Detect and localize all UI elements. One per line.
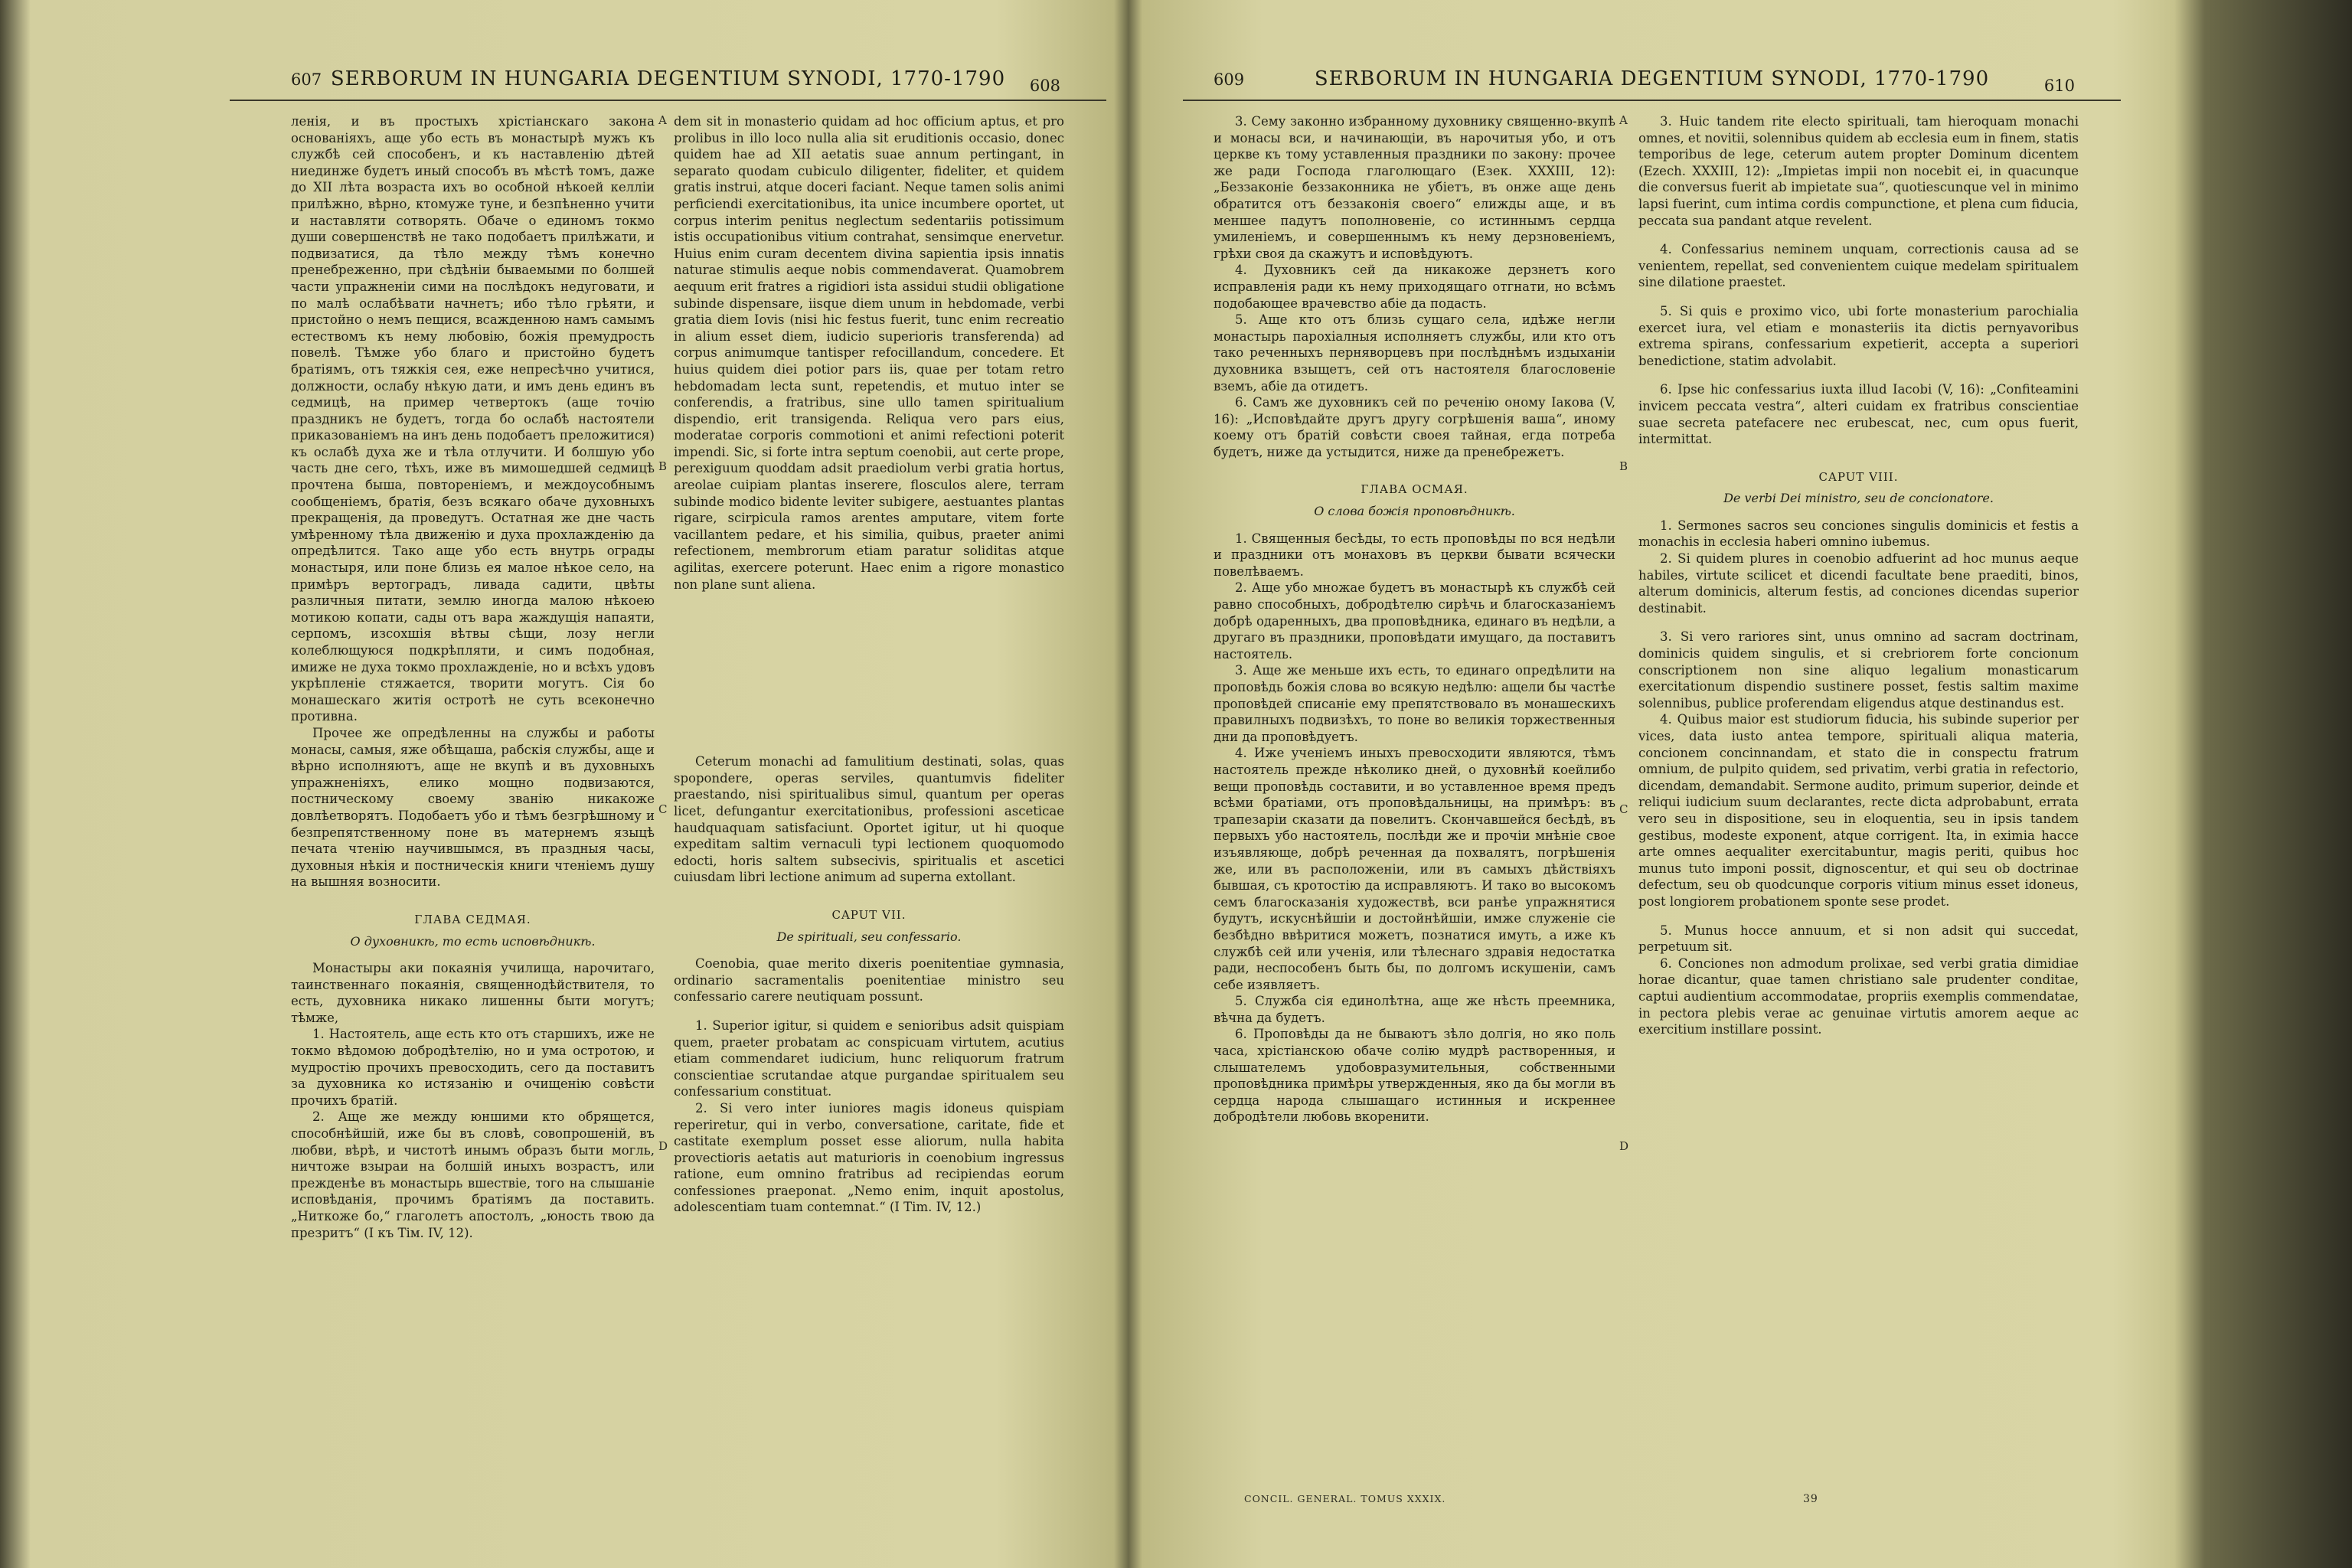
paragraph: 4. Quibus maior est studiorum fiducia, his subinde superior per vices, data iusto antea tempore, spirituali aliqua materia, concionem concinnandam, et stato die in conspectu fratrum omnium, de pulpito quidem, sed privatim, verbi gratia in refectorio, dicendam, demandabit. Sermone audito, primum superior, deinde et reliqui iudicium suum declarantes, recte dicta adprobabunt, errata vero seu in dispositione, seu in eloquentia, seu in ipsis tandem gestibus, modeste exponent, atque corrigent. Ita, in eximia hacce arte omnes aequaliter exercitabuntur, magis periti, quibus hoc munus tuto imponi possit, dignoscentur, et qui seu ob doctrinae defectum, seu ob quodcunque corporis vitium minus esset idoneus, post longiorem probationem sponte sese prodet. — [1638, 712, 2079, 909]
paragraph: 2. Аще убо множае будетъ въ монастырѣ къ службѣ сей равно способныхъ, добродѣтелю сирѣчь и благосказаніемъ добрѣ одаренныхъ, два проповѣдника, единаго въ недѣли, а другаго въ праздники, проповѣдати имущаго, да поставитъ настоятель. — [1214, 580, 1615, 662]
spacer — [674, 1005, 1064, 1018]
paragraph: Coenobia, quae merito dixeris poenitentiae gymnasia, ordinario sacramentalis poenitentiae ministro seu confessario carere neutiquam possunt. — [674, 956, 1064, 1004]
column-gap — [674, 593, 1064, 753]
footer-volume-text: CONCIL. GENERAL. TOMUS XXXIX. — [1244, 1493, 1446, 1504]
right-page — [1183, 54, 2121, 1505]
paragraph: 2. Аще же между юншими кто обрящется, способнѣйшій, иже бы въ словѣ, совопрошеній, въ любви, вѣрѣ, и чистотѣ инымъ образъ быти могль, ничтоже взыраи на болшій иныхъ возрастъ, или прежденѣе въ монастырь вшествіе, того на слышаніе исповѣданія, прочимъ братіямъ да поставить. „Ниткоже бо,“ глаголетъ апостолъ, „юность твою да презритъ“ (I къ Тім. IV, 12). — [291, 1109, 655, 1240]
paragraph: 5. Munus hocce annuum, et si non adsit qui succedat, perpetuum sit. — [1638, 923, 2079, 955]
paragraph: 4. Иже ученіемъ иныхъ превосходити являются, тѣмъ настоятель прежде нѣколико дней, о духовнѣй коейлибо вещи проповѣдь составити, и во уставленное время предъ всѣми братіами, отъ проповѣдальницы, на примѣръ: въ трапезаріи сказати да повелитъ. Скончавшейся бесѣдѣ, въ первыхъ убо настоятель, послѣди же и прочіи мнѣніе свое изъявляюще, добрѣ реченная да похвалятъ, погрѣшенія же, или въ расположеніи, или въ самыхъ дѣйствіяхъ бывшая, съ кротостію да исправляютъ. И тако во высокомъ семъ благосказанія художествѣ, вси ранѣе упражнятися будутъ, искуснѣйшіи и достойнѣйшіи, имже служеніе сіе безбѣдно ввѣритися можетъ, познатися имуть, а иже къ службѣ сей или ученія, или тѣлеснаго здравія недостатка ради, неспособенъ быть бы, по долгомъ искушеніи, самъ себе изявляетъ. — [1214, 746, 1615, 992]
chapter-subtitle-ru: О слова божія проповѣдникѣ. — [1314, 504, 1515, 519]
spacer — [1638, 291, 2079, 303]
margin-letter-a: A — [658, 113, 667, 127]
spacer — [1638, 910, 2079, 923]
page-number-610: 610 — [2043, 77, 2075, 95]
slavonic-column — [1214, 113, 1615, 1125]
paragraph: 4. Духовникъ сей да никакоже дерзнетъ кого исправленія ради къ нему приходящаго отгнати, но всѣмъ подобающее врачевство абіе да подасть. — [1214, 263, 1615, 311]
signature-mark: 39 — [1803, 1493, 1818, 1505]
paragraph: 1. Настоятель, аще есть кто отъ старшихъ, иже не токмо вѣдомою добродѣтелію, но и ума остротою, и мудростію прочихъ превосходить, сего да поставитъ за духовника ко истязанію и очищенію совѣсти прочихъ братій. — [291, 1027, 655, 1108]
chapter-heading-ru: ГЛАВА СЕДМАЯ. — [414, 912, 531, 926]
chapter-subtitle-la: De spirituali, seu confessario. — [776, 929, 962, 944]
page-footer — [1244, 1493, 2075, 1504]
right-page-header — [1183, 54, 2121, 101]
chapter-subtitle-la: De verbi Dei ministro, seu de concionatore. — [1723, 491, 1994, 506]
paragraph: 5. Si quis e proximo vico, ubi forte monasterium parochialia exercet iura, vel etiam e monasteriis ita dictis pernyavoribus extrema spirans, confessarium expetierit, accepta a superiori benedictione, statim advolabit. — [1638, 303, 2079, 368]
paragraph: 3. Сему законно избранному духовнику священно-вкупѣ и монасы вси, и начинающіи, въ нарочитыя убо, и отъ церкве къ тому уставленныя праздники по закону: прочее же ради Господа глаголющаго (Езек. XXXIII, 12): „Беззаконіе беззаконника не убіетъ, въ онже аще день обратится отъ беззаконія своего“ елижды аще, и въ меншее падутъ пополновеніе, со истиннымъ сердца умиленіемъ, и совершеннымъ къ нему дерзновеніемъ, грѣхи своя да скажутъ и исповѣдуютъ. — [1214, 114, 1615, 261]
left-page-header — [230, 54, 1106, 101]
latin-column — [674, 113, 1064, 1216]
paragraph: 6. Conciones non admodum prolixae, sed verbi gratia dimidiae horae dicantur, quae tamen christiano sale prudenter conditae, captui audientium accommodatae, propriis exemplis commendatae, in pectora plebis verae ac genuinae virtutis amorem aeque ac exercitium instillare possint. — [1638, 956, 2079, 1037]
paragraph: 2. Si quidem plures in coenobio adfuerint ad hoc munus aeque habiles, virtute scilicet et dicendi facultate bene praediti, binos, alterum dominicis, alterum festis, ad conciones dicendas superior destinabit. — [1638, 551, 2079, 616]
spacer — [1638, 616, 2079, 629]
paragraph: 6. Проповѣды да не бываютъ зѣло долгія, но яко поль часа, хрістіанскою обаче солію мудрѣ растворенныя, и слышателемъ удобовразумительныя, собственными проповѣдника примѣры утвержденныя, яко да бы могли въ сердца народа слышащаго истинныя и искреннее добродѣтели любовь вкоренити. — [1214, 1027, 1615, 1125]
paragraph: 3. Si vero rariores sint, unus omnino ad sacram doctrinam, dominicis quidem singulis, et si crebriorem forte concionum conscriptionem non sine aliquo legalium monasticarum exercitationum dispendio sustinere posset, festis saltim maxime solennibus, publice proferendam eligendus atque destinandus est. — [1638, 629, 2079, 710]
chapter-heading-ru: ГЛАВА ОСМАЯ. — [1361, 482, 1468, 497]
margin-letter-b: B — [658, 459, 668, 473]
margin-letter-b: B — [1619, 459, 1628, 473]
page-number-607: 607 — [291, 70, 322, 89]
paragraph: 6. Самъ же духовникъ сей по реченію оному Іакова (V, 16): „Исповѣдайте другъ другу согрѣшенія ваша“, иному коему отъ братій совѣсти своея тайная, егда потреба будетъ, ниже да устыдится, ниже да пренебрежетъ. — [1214, 395, 1615, 459]
paragraph: 5. Аще кто отъ близь сущаго села, идѣже негли монастырь парохіалныя исполняетъ службы, или кто отъ тако реченныхъ перняворцевъ при послѣднѣмъ издыханіи духовника взыщетъ, сей отъ настоятеля благословеніе вземъ, абіе да отидетъ. — [1214, 312, 1615, 394]
paragraph: Прочее же опредѣленны на службы и работы монасы, самыя, яже обѣщаша, рабскія службы, аще и вѣрно исполняютъ, аще не вкупѣ и въ духовныхъ упражненіяхъ, елико мощно подвизаются, постническому своему званію никакоже довлѣетворятъ. Подобаетъ убо и тѣмъ безгрѣшному и безпрепятственному поне въ матернемъ языцѣ печата чтенію научившымся, въ праздныя часы, духовныя нѣкія и постническія книги чтеніемъ душу на вышняя возносити. — [291, 725, 655, 890]
spacer — [1638, 369, 2079, 381]
margin-letter-a: A — [1619, 113, 1628, 127]
paragraph: 4. Confessarius neminem unquam, correctionis causa ad se venientem, repellat, sed convenientem cuique medelam spiritualem sine dilatione praestet. — [1638, 242, 2079, 290]
paragraph: 2. Si vero inter iuniores magis idoneus quispiam reperiretur, qui in verbo, conversatione, caritate, fide et castitate exemplum posset esse aliorum, nulla habita provectioris aetatis aut maturioris in coenobium ingressus ratione, eum omnino fratribus ad recipiendas eorum confessiones praeponat. „Nemo enim, inquit apostolus, adolescentiam tuam contemnat.“ (I Tim. IV, 12.) — [674, 1100, 1064, 1215]
latin-column — [1638, 113, 2079, 1038]
paragraph: 5. Служба сія единолѣтна, аще же нѣсть преемника, вѣчна да будетъ. — [1214, 994, 1615, 1025]
margin-letter-c: C — [658, 802, 668, 816]
page-number-608: 608 — [1029, 77, 1060, 95]
paragraph: 6. Ipse hic confessarius iuxta illud Iacobi (V, 16): „Confiteamini invicem peccata vestra“, alteri cuidam ex fratribus conscientiae suae secreta patefacere nec erubescat, nec, cum opus fuerit, intermittat. — [1638, 382, 2079, 447]
chapter-subtitle-ru: О духовникѣ, то есть исповѣдникѣ. — [350, 933, 596, 949]
paragraph: ленія, и въ простыхъ хрістіанскаго закона основаніяхъ, аще убо есть въ монастырѣ мужъ къ службѣ сей способенъ, и къ наставленію дѣтей ниединже будетъ иный способъ въ мѣстѣ томъ, даже до XII лѣта возраста ихъ во особной нѣкоей келліи прилѣжно, вѣрно, ктомуже туне, и безпѣненно учити и наставляти сотворять. Обаче о единомъ токмо души совершенствѣ не тако подобаетъ прилѣжати, и подвизатися, да тѣло между тѣмъ конечно пренебреженно, при сѣдѣніи бываемыми по болшей части упражненіи сими на послѣдокъ недуговати, и по малѣ ослабѣвати начнетъ; ибо тѣло грѣяти, и пристойно о немъ пещися, всажденною намъ самымъ естествомъ къ нему любовію, божія премудрость повелѣ. Тѣмже убо благо и пристойно будетъ братіямъ, отъ тяжкія сея, еже непресѣчно учитися, должности, ослабу нѣкую дати, и имъ день единъ въ седмицѣ, на пример четвертокъ (аще точію праздникъ не будетъ, тогда бо ослабѣ настоятели приказованіемъ на инъ день подобаетъ преложитися) къ ослабѣ духа же и тѣла отлучити. И болшую убо часть дне сего, тѣхъ, иже въ мимошедшей седмицѣ прочтена быша, повтореніемъ, и междоусобнымъ сообщеніемъ, братія, безъ всякаго обаче духовныхъ прекращенія, да проведутъ. Остатная же дне часть умѣренному тѣла движенію и духа прохлажденію да опредѣлится. Тако аще убо есть внутрь ограды монастыря, или поне близь ея малое нѣкое село, на примѣръ вертоградъ, ливада садити, цвѣты различныя питати, землю иногда малою нѣкоею мотикою копати, сады отъ вара жаждущія напаяти, серпомъ, изсохшія вѣтвы сѣщи, лозу негли колеблющуюся подкрѣпляти, и симъ подобная, имиже не духа токмо прохлажденіе, но и всѣхъ удовъ укрѣпленіе стяжается, творити могутъ. Сія бо монашескаго житія остротѣ не суть всеконечно противна. — [291, 114, 655, 724]
paragraph: dem sit in monasterio quidam ad hoc officium aptus, et pro prolibus in illo loco nulla alia sit eruditionis occasio, donec quidem hae ad XII aetatis suae annum pertingant, in separato quodam cubiculo diligenter, fideliter, et quidem gratis instrui, atque doceri faciant. Neque tamen solis animi perficiendi exercitationibus, ita unice incumbere oportet, ut corpus interim penitus neglectum sedentariis potissimum istis occupationibus vitium contrahat, sensimque enervetur. Huius enim curam decentem divina sapientia ipsis innatis naturae stimulis aeque nobis commendaverat. Quamobrem aequum erit fratres a rigidiori ista assidui studii obligatione subinde dispensare, iisque diem unum in hebdomade, verbi gratia diem Iovis (nisi hic festus fuerit, tunc enim recreatio in alium esset diem, iudicio superioris transferenda) ad corpus animumque tantisper refocillandum, concedere. Et huius quidem diei potior pars iis, quae per totam retro hebdomadam lecta sunt, repetendis, et mutuo inter se conferendis, a fratribus, sine ullo tamen spiritualium dispendio, erit transigenda. Reliqua vero pars eius, moderatae corporis commotioni et animi refectioni poterit impendi. Sic, si forte intra septum coenobii, aut certe prope, perexiguum quoddam adsit praediolum verbi gratia hortus, areolae cuipiam plantas inserere, flosculos alere, terram subinde modico bidente leviter subigere, aestuantes plantas rigare, scirpicula ramos arentes amputare, vitem forte vacillantem pedare, et his similia, quibus, praeter animi refectionem, membrorum etiam paratur soliditas atque agilitas, exercere poterunt. Haec enim a rigore monastico non plane sunt aliena. — [674, 114, 1064, 592]
paragraph: 3. Аще же меньше ихъ есть, то единаго опредѣлити на проповѣдь божія слова во всякую недѣлю: ащели бы частѣе проповѣдей списаніе ему препятствовало въ монашескихъ правилныхъ подвизѣхъ, то поне во великія торжественныя дни да проповѣдуетъ. — [1214, 663, 1615, 744]
left-page — [230, 54, 1106, 1240]
slavonic-column — [291, 113, 655, 1241]
chapter-heading-la: CAPUT VII. — [831, 907, 906, 922]
spacer — [1638, 229, 2079, 241]
paragraph: 1. Священныя бесѣды, то есть проповѣды по вся недѣли и праздники отъ монаховъ въ церкви бывати всячески повелѣваемъ. — [1214, 531, 1615, 579]
paragraph: 1. Sermones sacros seu conciones singulis dominicis et festis a monachis in ecclesia haberi omnino iubemus. — [1638, 518, 2079, 550]
margin-letter-c: C — [1619, 802, 1628, 816]
running-title-left: SERBORUM IN HUNGARIA DEGENTIUM SYNODI, 1770-1790 — [330, 67, 1006, 90]
margin-letter-d: D — [658, 1139, 668, 1153]
paragraph: Ceterum monachi ad famulitium destinati, solas, quas spoponderе, operas serviles, quantumvis fideliter praestando, nisi spiritualibus simul, quantum per operas licet, defungantur exercitationibus, professioni asceticae haudquaquam satisfaciunt. Oportet igitur, ut hi quoque expeditam saltim vernaculi typi lectionem quoquomodo edocti, horis saltem subsecivis, spiritualis et ascetici cuiusdam libri lectione animum ad superna extollant. — [674, 754, 1064, 885]
paragraph: 3. Huic tandem rite electo spirituali, tam hieroquam monachi omnes, et novitii, solennibus quidem ab ecclesia eum in finem, statis temporibus de lege, ceterum autem propter Dominum dicentem (Ezech. XXXIII, 12): „Impietas impii non nocebit ei, in quacunque die conversus fuerit ab impietate sua“, quotiescunque vel in minimo lapsi fuerint, cum intima cordis compunctione, et plena cum fiducia, peccata sua pandant atque revelent. — [1638, 114, 2079, 228]
paragraph: Монастыры аки покаянія училища, нарочитаго, таинственнаго покаянія, священнодѣйствителя, то есть, духовника никако лишенны быти могутъ; тѣмже, — [291, 961, 655, 1025]
margin-letter-d: D — [1619, 1139, 1629, 1153]
chapter-heading-la: CAPUT VIII. — [1818, 469, 1899, 484]
page-number-609: 609 — [1214, 70, 1245, 89]
running-title-right: SERBORUM IN HUNGARIA DEGENTIUM SYNODI, 1770-1790 — [1314, 67, 1990, 90]
paragraph: 1. Superior igitur, si quidem e senioribus adsit quispiam quem, praeter probatam ac conspicuam virtutem, acutius etiam commendaret iudicium, hunc reliquorum fratrum conscientiae scrutandae atque purgandae spiritualem seu confessarium constituat. — [674, 1018, 1064, 1099]
